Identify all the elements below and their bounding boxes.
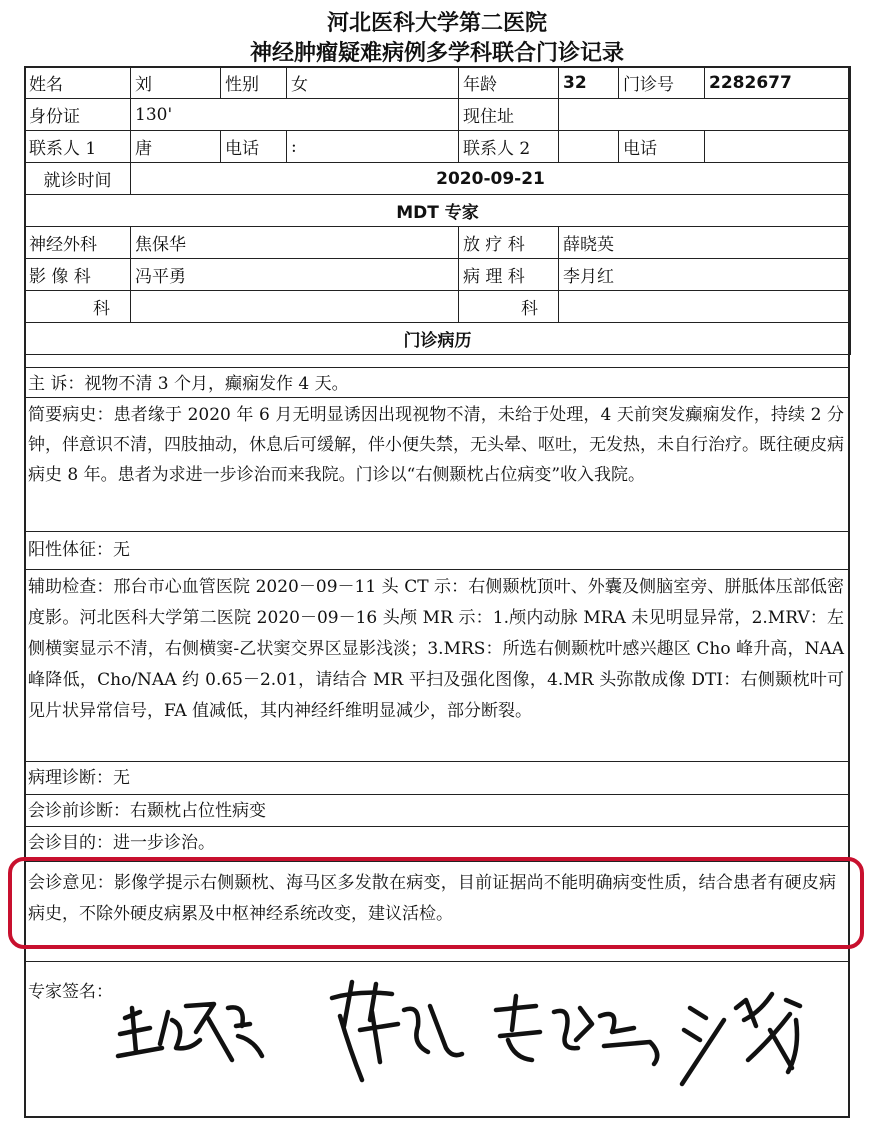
mdt-expert: 李月红 [559,259,851,291]
mdt-dept: 科 [459,291,559,323]
mdt-expert [559,291,851,323]
brief-history [24,397,850,531]
name-label: 姓名 [25,67,131,99]
record-title: 神经肿瘤疑难病例多学科联合门诊记录 [249,41,624,66]
purpose-text: 进一步诊治。 [113,833,215,853]
mdt-expert: 薛晓英 [559,227,851,259]
pathology-diagnosis [24,761,850,794]
complaint-label: 主 诉： [28,374,85,394]
mdt-dept: 放 疗 科 [459,227,559,259]
address-value [559,99,851,131]
id-label: 身份证 [25,99,131,131]
phone2-value [705,131,851,163]
purpose-label: 会诊目的： [28,833,113,853]
phone2-label: 电话 [619,131,705,163]
auxiliary-exams [24,569,850,761]
expert-signatures [0,960,874,1126]
phone1-label: 电话 [221,131,287,163]
age-value: 32 [559,67,619,99]
consult-purpose [24,826,850,858]
pre-consult-diagnosis [24,794,850,826]
mdt-heading: MDT 专家 [25,195,851,227]
visit-time-label: 就诊时间 [25,163,131,195]
visit-time-value: 2020-09-21 [131,163,851,195]
prediag-label: 会诊前诊断： [28,801,130,821]
prediag-text: 右颞枕占位性病变 [130,801,266,821]
pathology-label: 病理诊断： [28,768,113,788]
positive-signs [24,531,850,569]
aux-text: 邢台市心血管医院 2020－09－11 头 CT 示：右侧颞枕顶叶、外囊及侧脑室旁、胼胝体压部低密度影。河北医科大学第二医院 2020－09－16 头颅 MR 示：1.颅内动脉 MRA 未见明显异常，2.MRV：左侧横窦显示不清，右侧横窦-乙状窦交界区显影浅淡；3.MRS：所选右侧颞枕叶感兴趣区 Cho 峰升高，NAA 峰降低，Cho/NAA 约 0.65－2.01，请结合 MR 平扫及强化图像，4.MR 头弥散成像 DTI：右侧颞枕叶可见片状异常信号，FA 值减低，其内神经纤维明显减少，部分断裂。 [28,577,844,721]
patient-info-table [24,66,851,355]
positive-text: 无 [113,540,130,560]
gender-label: 性别 [221,67,287,99]
contact1-value: 唐 [131,131,221,163]
opinion-text: 影像学提示右侧颞枕、海马区多发散在病变，目前证据尚不能明确病变性质，结合患者有硬皮病病史，不除外硬皮病累及中枢神经系统改变，建议活检。 [28,873,837,924]
mdt-expert: 焦保华 [131,227,459,259]
mdt-expert: 冯平勇 [131,259,459,291]
phone1-value: : [287,131,459,163]
opinion-highlight-box [8,857,864,949]
gender-value: 女 [287,67,459,99]
mdt-dept: 科 [25,291,131,323]
pathology-text: 无 [113,768,130,788]
brief-label: 简要病史： [28,405,114,425]
opinion-label: 会诊意见： [28,873,114,893]
mdt-dept: 病 理 科 [459,259,559,291]
complaint-text: 视物不清 3 个月，癫痫发作 4 天。 [84,374,349,394]
signature-1 [118,1004,262,1060]
contact2-value [559,131,619,163]
chief-complaint [24,367,850,397]
id-value: 130' [131,99,459,131]
positive-label: 阳性体征： [28,540,113,560]
clinic-no-value: 2282677 [705,67,851,99]
clinic-no-label: 门诊号 [619,67,705,99]
age-label: 年龄 [459,67,559,99]
mdt-dept: 影 像 科 [25,259,131,291]
hospital-name: 河北医科大学第二医院 [326,11,547,36]
name-value: 刘 [131,67,221,99]
mdt-dept: 神经外科 [25,227,131,259]
address-label: 现住址 [459,99,559,131]
aux-label: 辅助检查： [28,577,114,597]
history-heading: 门诊病历 [25,323,851,355]
mdt-expert [131,291,459,323]
signature-3 [496,996,657,1064]
contact1-label: 联系人 1 [25,131,131,163]
brief-text: 患者缘于 2020 年 6 月无明显诱因出现视物不清，未给于处理，4 天前突发癫痫发作，持续 2 分钟，伴意识不清，四肢抽动，休息后可缓解，伴小便失禁，无头晕、呕吐，无发热，未自行治疗。既往硬皮病病史 8 年。患者为求进一步诊治而来我院。门诊以“右侧颞枕占位病变”收入我院。 [28,405,845,485]
contact2-label: 联系人 2 [459,131,559,163]
signature-4 [682,994,800,1084]
signature-2 [332,982,462,1080]
signature-label: 专家签名： [28,982,113,1002]
